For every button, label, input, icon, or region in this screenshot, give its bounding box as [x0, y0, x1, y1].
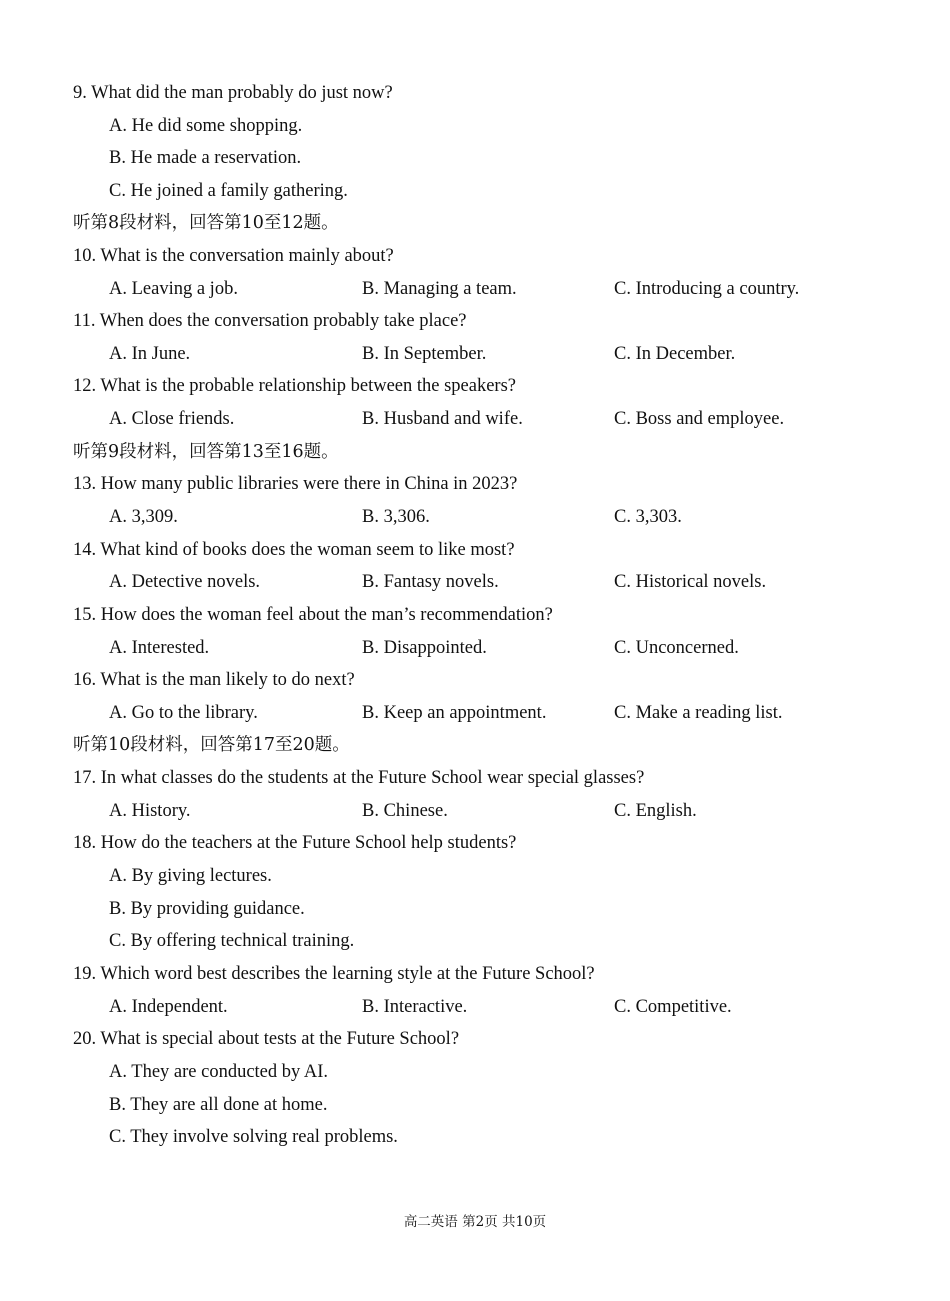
option-18c: C. By offering technical training. [109, 931, 355, 951]
question-9: 9. What did the man probably do just now? [73, 83, 393, 103]
question-16: 16. What is the man likely to do next? [73, 670, 355, 690]
option-16c: C. Make a reading list. [614, 703, 783, 723]
option-17b: B. Chinese. [362, 801, 448, 821]
option-11b: B. In September. [362, 344, 487, 364]
question-10: 10. What is the conversation mainly about? [73, 246, 394, 266]
option-16b: B. Keep an appointment. [362, 703, 547, 723]
question-11: 11. When does the conversation probably take place? [73, 311, 467, 331]
section-header-8: 听第8段材料，回答第10至12题。 [73, 213, 339, 233]
option-9a: A. He did some shopping. [109, 116, 303, 136]
option-14a: A. Detective novels. [109, 572, 261, 592]
option-15b: B. Disappointed. [362, 638, 487, 658]
option-19b: B. Interactive. [362, 997, 468, 1017]
question-17: 17. In what classes do the students at the Future School wear special glasses? [73, 768, 645, 788]
section-header-10: 听第10段材料，回答第17至20题。 [73, 735, 350, 755]
option-9c: C. He joined a family gathering. [109, 181, 348, 201]
option-14c: C. Historical novels. [614, 572, 767, 592]
option-11c: C. In December. [614, 344, 736, 364]
option-12a: A. Close friends. [109, 409, 235, 429]
option-12c: C. Boss and employee. [614, 409, 785, 429]
option-18a: A. By giving lectures. [109, 866, 272, 886]
question-20: 20. What is special about tests at the Future School? [73, 1029, 460, 1049]
option-13b: B. 3,306. [362, 507, 430, 527]
option-20a: A. They are conducted by AI. [109, 1062, 329, 1082]
option-16a: A. Go to the library. [109, 703, 258, 723]
question-18: 18. How do the teachers at the Future School help students? [73, 833, 517, 853]
option-15a: A. Interested. [109, 638, 210, 658]
option-18b: B. By providing guidance. [109, 899, 305, 919]
option-19c: C. Competitive. [614, 997, 732, 1017]
option-11a: A. In June. [109, 344, 191, 364]
option-12b: B. Husband and wife. [362, 409, 523, 429]
option-9b: B. He made a reservation. [109, 148, 302, 168]
option-15c: C. Unconcerned. [614, 638, 739, 658]
question-15: 15. How does the woman feel about the man’s recommendation? [73, 605, 553, 625]
option-10a: A. Leaving a job. [109, 279, 238, 299]
section-header-9: 听第9段材料，回答第13至16题。 [73, 442, 339, 462]
option-10c: C. Introducing a country. [614, 279, 800, 299]
option-13a: A. 3,309. [109, 507, 178, 527]
option-20b: B. They are all done at home. [109, 1095, 328, 1115]
option-10b: B. Managing a team. [362, 279, 517, 299]
option-17a: A. History. [109, 801, 191, 821]
option-14b: B. Fantasy novels. [362, 572, 499, 592]
option-20c: C. They involve solving real problems. [109, 1127, 398, 1147]
page-footer: 高二英语 第2页 共10页 [403, 1214, 547, 1230]
question-19: 19. Which word best describes the learning style at the Future School? [73, 964, 595, 984]
question-12: 12. What is the probable relationship between the speakers? [73, 376, 516, 396]
option-13c: C. 3,303. [614, 507, 682, 527]
question-13: 13. How many public libraries were there in China in 2023? [73, 474, 518, 494]
option-19a: A. Independent. [109, 997, 228, 1017]
question-14: 14. What kind of books does the woman seem to like most? [73, 540, 515, 560]
option-17c: C. English. [614, 801, 697, 821]
